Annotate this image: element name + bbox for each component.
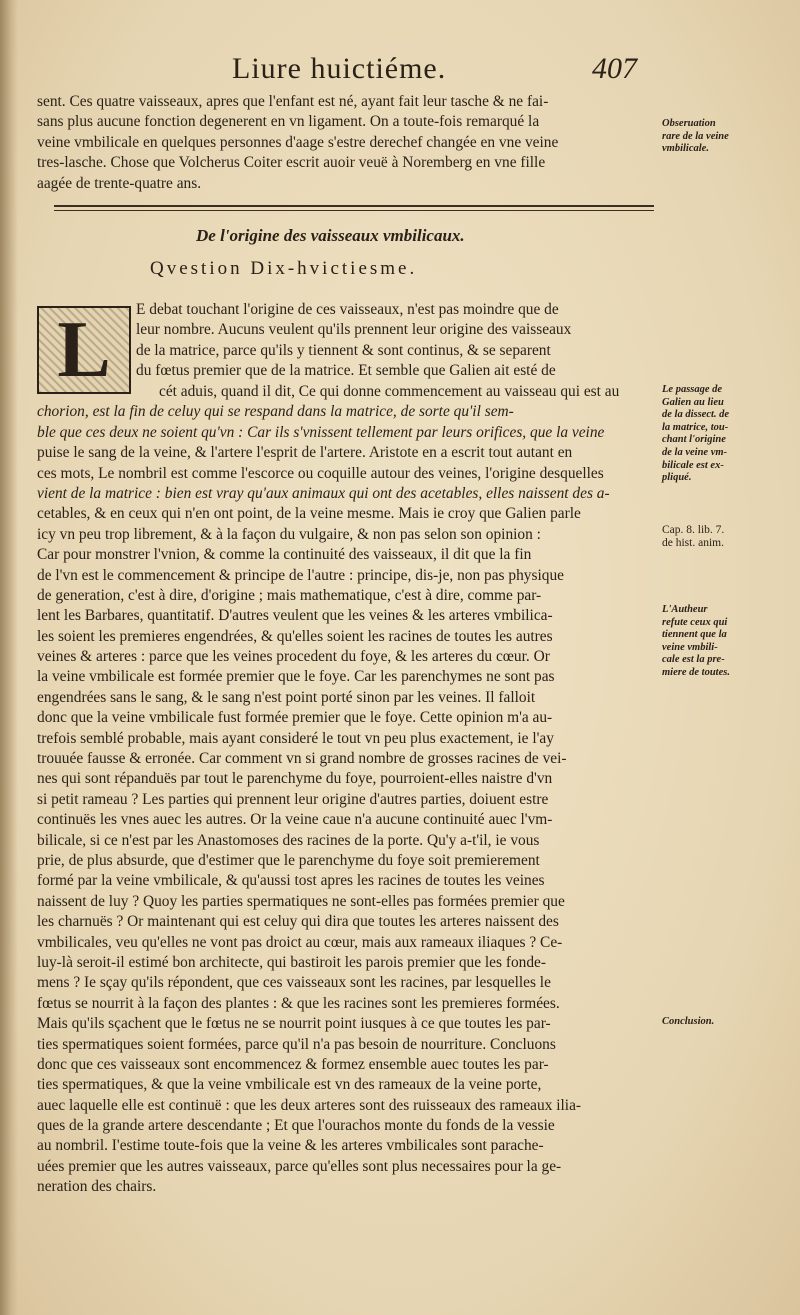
margin-note-line: Conclusion. (662, 1016, 715, 1027)
text-line: sans plus aucune fonction degenerent en vn ligament. On a toute-fois remarqué la (37, 113, 540, 131)
text-line: auec laquelle elle est continuë : que les deux arteres sont des ruisseaux des rameaux ilia- (37, 1096, 582, 1114)
page-gutter-shadow (0, 0, 18, 1315)
text-line: cét aduis, quand il dit, Ce qui donne commencement au vaisseau qui est au (159, 383, 620, 400)
text-line: ques de la grande artere descendante ; Et que l'ourachos monte du fonds de la vessie (37, 1117, 555, 1135)
text-line: leur nombre. Aucuns veulent qu'ils prennent leur origine des vaisseaux (136, 321, 572, 339)
text-line: au nombril. I'estime toute-fois que la veine & les arteres vmbilicales sont parache- (37, 1137, 544, 1155)
margin-note-author (662, 604, 792, 680)
question-title: Qvestion Dix-hvictiesme. (150, 258, 418, 279)
text-line: lent les Barbares, quantitatif. D'autres veulent que les veines & les arteres vmbilica- (37, 607, 553, 625)
margin-note-line: vmbilicale. (662, 143, 709, 155)
margin-note-line: chant l'origine (662, 434, 726, 446)
text-line: trefois semblé probable, mais ayant consideré le tout vn peu plus exactement, ie l'ay (37, 729, 554, 747)
margin-note-line: tiennent que la (662, 629, 727, 641)
text-line: Mais qu'ils sçachent que le fœtus ne se nourrit point iusques à ce que toutes les par- (37, 1015, 551, 1033)
text-line: mens ? Ie sçay qu'ils répondent, que ces vaisseaux sont les racines, par lesquelles le (37, 974, 551, 992)
text-line: tres-lasche. Chose que Volcherus Coiter escrit auoir veuë à Noremberg en vne fille (37, 154, 546, 172)
text-line: continuës les vnes auec les autres. Or la veine caue n'a aucune continuité auec l'vm- (37, 811, 553, 829)
text-line: engendrées sans le sang, & le sang n'est point porté sinon par les veines. Il falloit (37, 688, 536, 706)
text-line: de l'vn est le commencement & principe de l'autre : principe, dis-je, non pas physique (37, 566, 564, 584)
text-line: la veine vmbilicale est formée premier que le foye. Car les parenchymes ne sont pas (37, 668, 555, 686)
margin-note-observation (662, 118, 792, 156)
page-number: 407 (592, 52, 637, 85)
text-line: vmbilicales, veu qu'elles ne vont pas droict au cœur, mais aux rameaux iliaques ? Ce- (37, 933, 563, 951)
section-divider-thin (54, 210, 654, 211)
running-title: Liure huictiéme. (232, 52, 447, 85)
text-line: veines & arteres : parce que les veines procedent du foye, & les arteres du cœur. Or (37, 648, 550, 666)
text-line: ble que ces deux ne soient qu'vn : Car ils s'vnissent tellement par leurs orifices, que la veine (37, 423, 605, 441)
margin-note-galien (662, 384, 792, 485)
text-line: E debat touchant l'origine de ces vaisseaux, n'est pas moindre que de (136, 301, 559, 318)
margin-note-citation (662, 524, 792, 549)
margin-note-line: de la dissect. de (662, 409, 730, 421)
text-line: prie, de plus absurde, que d'estimer que le parenchyme du foye soit premierement (37, 851, 540, 869)
section-heading: De l'origine des vaisseaux vmbilicaux. (196, 226, 465, 245)
text-line: vient de la matrice : bien est vray qu'aux animaux qui ont des acetables, elles naissent des a- (37, 484, 610, 502)
text-line: les charnuës ? Or maintenant qui est celuy qui dira que toutes les arteres naissent des (37, 913, 559, 931)
text-line: neration des chairs. (37, 1178, 157, 1196)
margin-note-line: Le passage de (662, 384, 723, 395)
text-line: bilicale, si ce n'est par les Anastomoses des racines de la porte. Qu'y a-t'il, ie vous (37, 831, 540, 849)
text-line: naissent de luy ? Quoy les parties spermatiques ne sont-elles pas formées premier que (37, 892, 565, 910)
margin-note-line: pliqué. (662, 472, 692, 484)
margin-note-line: la matrice, tou- (662, 421, 729, 433)
text-line: si petit rameau ? Les parties qui prennent leur origine d'autres parties, doiuent estre (37, 790, 549, 808)
text-line: luy-là seroit-il estimé bon architecte, qui bastiroit les parois premier que les fonde- (37, 953, 547, 971)
text-line: cetables, & en ceux qui n'en ont point, de la veine mesme. Mais ie croy que Galien parle (37, 505, 581, 523)
margin-note-line: bilicale est ex- (662, 459, 724, 471)
dropcap-paragraph (136, 300, 656, 382)
margin-note-line: rare de la veine (662, 130, 729, 142)
margin-note-line: de la veine vm- (662, 446, 728, 458)
margin-note-line: de hist. anim. (662, 536, 724, 549)
text-line: les soient les premieres engendrées, & qu'elles soient les racines de toutes les autres (37, 627, 553, 645)
margin-note-line: refute ceux qui (662, 616, 728, 628)
text-line: donc que la veine vmbilicale fust formée premier que le foye. Cette opinion m'a au- (37, 709, 553, 727)
main-paragraph (37, 382, 657, 1198)
text-line: de la matrice, parce qu'ils y tiennent & sont continus, & se separent (136, 341, 551, 359)
section-divider (54, 205, 654, 207)
text-line: sent. Ces quatre vaisseaux, apres que l'enfant est né, ayant fait leur tasche & ne fai- (37, 93, 549, 110)
page-header (0, 52, 800, 92)
text-line: ties spermatiques soient formées, parce qu'il n'a pas besoin de nourriture. Concluons (37, 1035, 556, 1053)
text-line: puise le sang de la veine, & l'artere l'esprit de l'artere. Aristote en a escrit tout autant en (37, 444, 573, 462)
margin-note-line: miere de toutes. (662, 666, 730, 678)
text-line: Car pour monstrer l'vnion, & comme la continuité des vaisseaux, il dit que la fin (37, 546, 532, 564)
text-line: chorion, est la fin de celuy qui se respand dans la matrice, de sorte qu'il sem- (37, 403, 514, 421)
margin-note-line: L'Autheur (662, 604, 708, 615)
text-line: aagée de trente-quatre ans. (37, 174, 202, 192)
margin-note-line: Cap. 8. lib. 7. (662, 524, 725, 536)
drop-cap-letter: L (57, 306, 111, 394)
text-line: uées premier que les autres vaisseaux, parce qu'elles sont plus necessaires pour la ge- (37, 1157, 562, 1175)
text-line: ties spermatiques, & que la veine vmbilicale est vn des rameaux de la veine porte, (37, 1076, 542, 1094)
text-line: nes qui sont répanduës par tout le parenchyme du foye, pourroient-elles naistre d'vn (37, 770, 553, 788)
text-line: du fœtus premier que de la matrice. Et semble que Galien ait esté de (136, 362, 556, 380)
text-line: trouuée fausse & erronée. Car comment vn si grand nombre de grosses racines de vei- (37, 750, 567, 768)
text-line: ces mots, Le nombril est comme l'escorce ou coquille autour des veines, l'origine desquelles (37, 464, 604, 482)
margin-note-line: cale est la pre- (662, 654, 725, 666)
text-line: fœtus se nourrit à la façon des plantes : & que les racines sont les premieres formées. (37, 994, 560, 1012)
margin-note-line: veine vmbili- (662, 641, 718, 653)
text-line: icy vn peu trop librement, & à la façon du vulgaire, & non pas selon son opinion : (37, 525, 541, 543)
intro-paragraph (37, 92, 657, 194)
ornamental-drop-cap (37, 306, 131, 394)
text-line: veine vmbilicale en quelques personnes d'aage s'estre derechef changée en vne veine (37, 133, 559, 151)
text-line: donc que ces vaisseaux sont encommencez & formez ensemble auec toutes les par- (37, 1055, 549, 1073)
margin-note-conclusion (662, 1016, 792, 1029)
margin-note-line: Galien au lieu (662, 396, 724, 408)
text-line: formé par la veine vmbilicale, & qu'aussi tost apres les racines de toutes les veines (37, 872, 545, 890)
text-line: de generation, c'est à dire, d'origine ; mais mathematique, c'est à dire, comme par- (37, 586, 542, 604)
margin-note-line: Obseruation (662, 118, 716, 129)
